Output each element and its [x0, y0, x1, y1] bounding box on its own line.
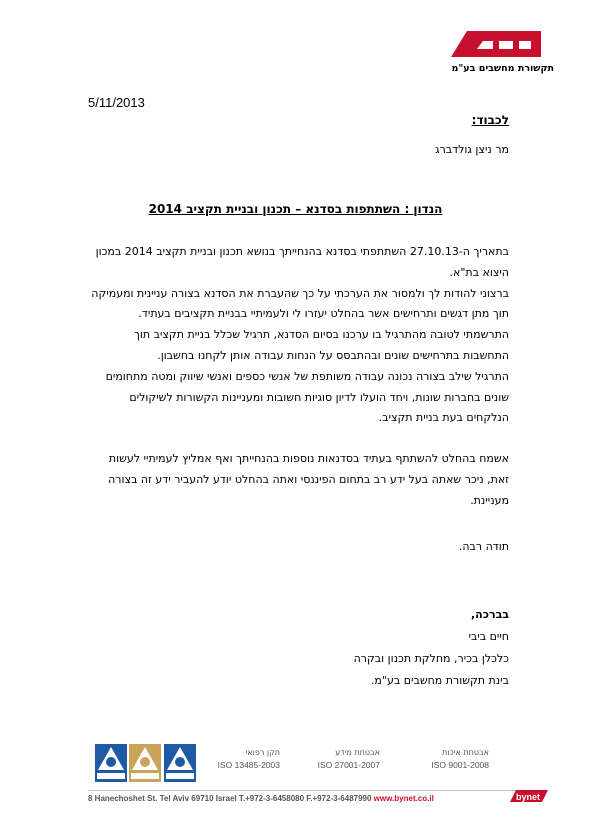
paragraph: ברצוני להודות לך ולמסור את הערכתי על כך שהעברת את הסדנא בצורה עניינית ומעמיקה תוך מתן דגשים ותרחישים אשר בהחלט יעזרו לי ולעמיתיי בבניית תקציבים בעתיד. — [91, 286, 509, 321]
to-label: לכבוד: — [471, 113, 509, 127]
recipient-name: מר ניצן גולדברג — [435, 143, 509, 156]
certification-logos — [95, 744, 196, 782]
cert-label: אבטחת מידע — [335, 748, 380, 757]
cert-information-security — [300, 746, 380, 772]
signer-title: כלכלן בכיר, מחלקת תכנון ובקרה — [353, 652, 509, 665]
paragraph: התרשמתי לטובה מהתרגיל בו ערכנו בסיום הסדנא, תרגיל שכלל בניית תקציב תוך התחשבות בתרחישים שונים ובהתבסס על הנחות עבודה אותן לקחנו בחשבון. — [133, 328, 509, 362]
cert-medical — [200, 746, 280, 772]
letter-body — [86, 242, 509, 512]
paragraph: התרגיל שילב בצורה נכונה עבודה משותפת של אנשי כספים ואנשי שיווק ומטה מתחומים שונים בחברות שונות, ויחד הועלו לדיון סוגיות חשובות ומעניינות הקשורות לשיקולים הנלקחים בעת בניית תקציב. — [105, 369, 509, 425]
address-text: 8 Hanechoshet St. Tel Aviv 69710 Israel T.+972-3-6458080 F.+972-3-6487990 — [88, 794, 372, 803]
company-subtitle: תקשורת מחשבים בע"מ — [451, 63, 554, 74]
paragraph: בתאריך ה-27.10.13 השתתפתי בסדנא בהנחייתך בנושא תכנון ובניית תקציב 2014 במכון היצוא בת"א. — [95, 245, 509, 279]
website-link[interactable]: www.bynet.co.il — [373, 794, 434, 803]
signer-company: בינת תקשורת מחשבים בע"מ. — [370, 674, 509, 687]
signer-name: חיים ביבי — [468, 630, 509, 643]
paragraph: אשמח בהחלט להשתתף בעתיד בסדנאות נוספות בהנחייתך ואף אמליץ לעמיתיי לעשות זאת, ניכר שאתה בעל ידע רב בתחום הפיננסי ואתה בהחלט יודע להעביר ידע זה בצורה מעניינת. — [108, 452, 509, 507]
footer-divider — [88, 790, 548, 791]
signature-block — [354, 604, 509, 692]
footer-logo-text: bynet — [515, 792, 541, 802]
cert-badge-icon — [164, 744, 196, 782]
cert-badge-icon — [129, 744, 161, 782]
cert-label: תקן רפואי — [245, 748, 280, 757]
cert-quality — [409, 746, 489, 772]
footer-address — [88, 794, 434, 803]
letter-date: 5/11/2013 — [88, 95, 145, 110]
cert-badge-icon — [95, 744, 127, 782]
letter-subject: הנדון : השתתפות בסדנא – תכנון ובניית תקציב 2014 — [148, 202, 443, 216]
company-logo — [449, 27, 545, 63]
thanks-line: תודה רבה. — [458, 540, 509, 553]
cert-label: אבטחת איכות — [442, 748, 489, 757]
closing-greeting: בברכה, — [470, 608, 509, 621]
cert-standard: ISO 9001-2008 — [431, 760, 489, 770]
cert-standard: ISO 27001-2007 — [317, 760, 380, 770]
footer-logo — [506, 786, 550, 806]
cert-standard: ISO 13485-2003 — [217, 760, 280, 770]
